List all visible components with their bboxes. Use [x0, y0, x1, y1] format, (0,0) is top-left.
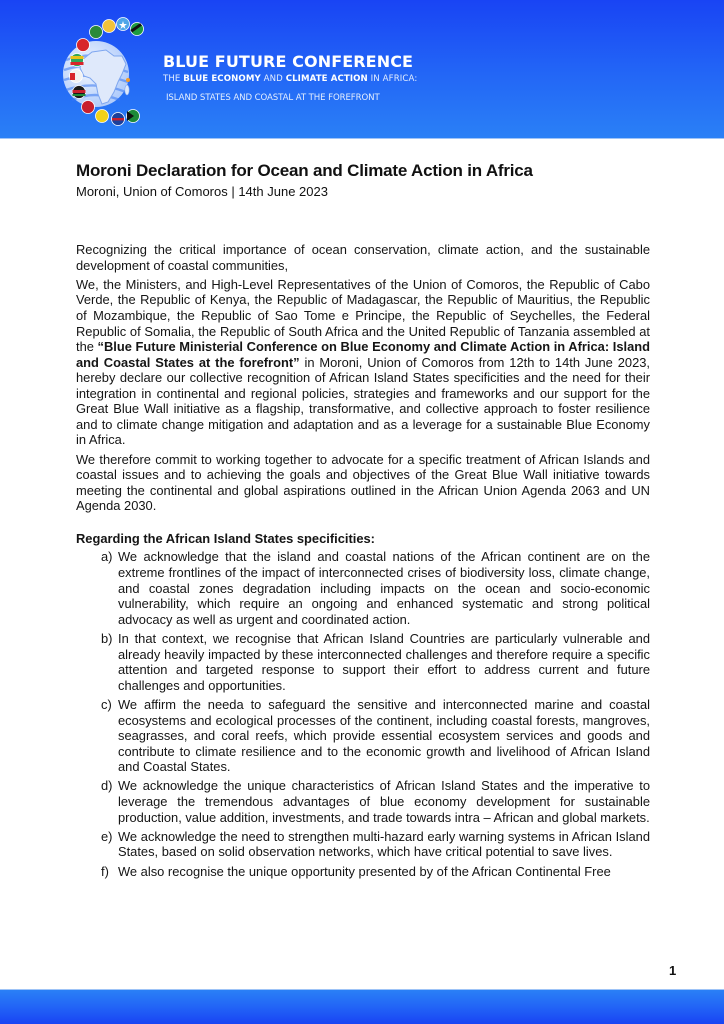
conference-logo-icon	[34, 12, 150, 128]
list-item	[76, 697, 650, 775]
list-marker: b)	[101, 630, 113, 646]
list-item	[76, 549, 650, 627]
list-item	[76, 631, 650, 693]
list-marker: e)	[101, 828, 113, 844]
document-subtitle: Moroni, Union of Comoros | 14th June 2023	[76, 184, 328, 199]
document-title: Moroni Declaration for Ocean and Climate Action in Africa	[76, 161, 533, 180]
list-item-text: In that context, we recognise that African Island Countries are particularly vulnerable and already heavily impacted by these interconnected challenges and therefore require a specific attention and targeted response to support their effort to address current and future challenges and opportunities.	[118, 630, 650, 693]
page-number: 1	[669, 963, 677, 978]
specificities-list	[76, 549, 650, 879]
footer-banner	[0, 989, 724, 1024]
list-item-text: We acknowledge the unique characteristics of African Island States and the imperative to leverage the tremendous advantages of blue economy development for sustainable production, value addition, investments, and trade towards intra – African and global markets.	[118, 778, 650, 825]
paragraph-ministers	[76, 277, 650, 448]
list-item	[76, 778, 650, 825]
list-marker: d)	[101, 778, 113, 794]
paragraph-text: in Moroni, Union of Comoros from 12th to 14th June 2023, hereby declare our collective recognition of African Island States specificities and the need for their integration in continental and regional policies, strategies and frameworks and our support for the Great Blue Wall initiative as a flagship, transformative, and collective approach to foster resilience and to climate change mitigation and adaptation and as a leverage for a sustainable Blue Economy in Africa.	[76, 354, 650, 448]
document-body	[76, 242, 650, 883]
tagline-part: AND	[260, 74, 286, 84]
list-marker: c)	[101, 696, 112, 712]
list-marker: f)	[101, 863, 109, 879]
paragraph-commitment: We therefore commit to working together to advocate for a specific treatment of African Islands and coastal issues and to achieving the goals and objectives of the Great Blue Wall initiative towards meeting the continental and global aspirations outlined in the African Union Agenda 2063 and UN Agenda 2030.	[76, 451, 650, 514]
list-item	[76, 864, 650, 880]
list-item-text: We also recognise the unique opportunity presented by of the African Continental Free	[118, 863, 611, 879]
conference-tagline-line2: ISLAND STATES AND COASTAL AT THE FOREFRONT	[166, 93, 380, 103]
list-item-text: We affirm the needa to safeguard the sensitive and interconnected marine and coastal ecosystems and ecological processes of the continent, including coastal forests, mangroves, seagrasses, and coral reefs, which provide essential ecosystem services and goods and contribute to climate resilience and to the economic growth and livelihood of African Island and Coastal States.	[118, 696, 650, 775]
conference-header-banner	[0, 0, 724, 139]
conference-tagline	[163, 74, 417, 84]
list-item-text: We acknowledge the need to strengthen multi-hazard early warning systems in African Island States, based on solid observation networks, which have critical potential to save lives.	[118, 828, 650, 860]
section-heading: Regarding the African Island States specificities:	[76, 530, 375, 546]
tagline-bold-climate-action: CLIMATE ACTION	[285, 74, 368, 84]
conference-name-bold: “Blue Future Ministerial Conference on Blue Economy and Climate Action in Africa: Island and Coastal States at the forefront”	[76, 339, 650, 370]
tagline-bold-blue-economy: BLUE ECONOMY	[183, 74, 261, 84]
list-item	[76, 829, 650, 860]
tagline-part: THE	[163, 74, 184, 84]
list-item-text: We acknowledge that the island and coastal nations of the African continent are on the extreme frontlines of the impact of interconnected crises of biodiversity loss, climate change, and coastal zones degradation including impacts on the ocean and socio-economic vulnerability, which require an ongoing and enhanced systematic and strong political advocacy as well as urgent and coordinated action.	[118, 549, 650, 627]
conference-title: BLUE FUTURE CONFERENCE	[163, 52, 414, 71]
paragraph-recognizing: Recognizing the critical importance of ocean conservation, climate action, and the sustainable development of coastal communities,	[76, 242, 650, 273]
tagline-part: IN AFRICA:	[367, 74, 418, 84]
list-marker: a)	[101, 549, 113, 565]
paragraph-text: We, the Ministers, and High-Level Representatives of the Union of Comoros, the Republic of Cabo Verde, the Republic of Kenya, the Republic of Madagascar, the Republic of Mauritius, the Republic of Mozambique, the Republic of Sao Tome e Principe, the Republic of Seychelles, the Federal Republic of Somalia, the Republic of South Africa and the United Republic of Tanzania assembled at the	[76, 276, 650, 355]
